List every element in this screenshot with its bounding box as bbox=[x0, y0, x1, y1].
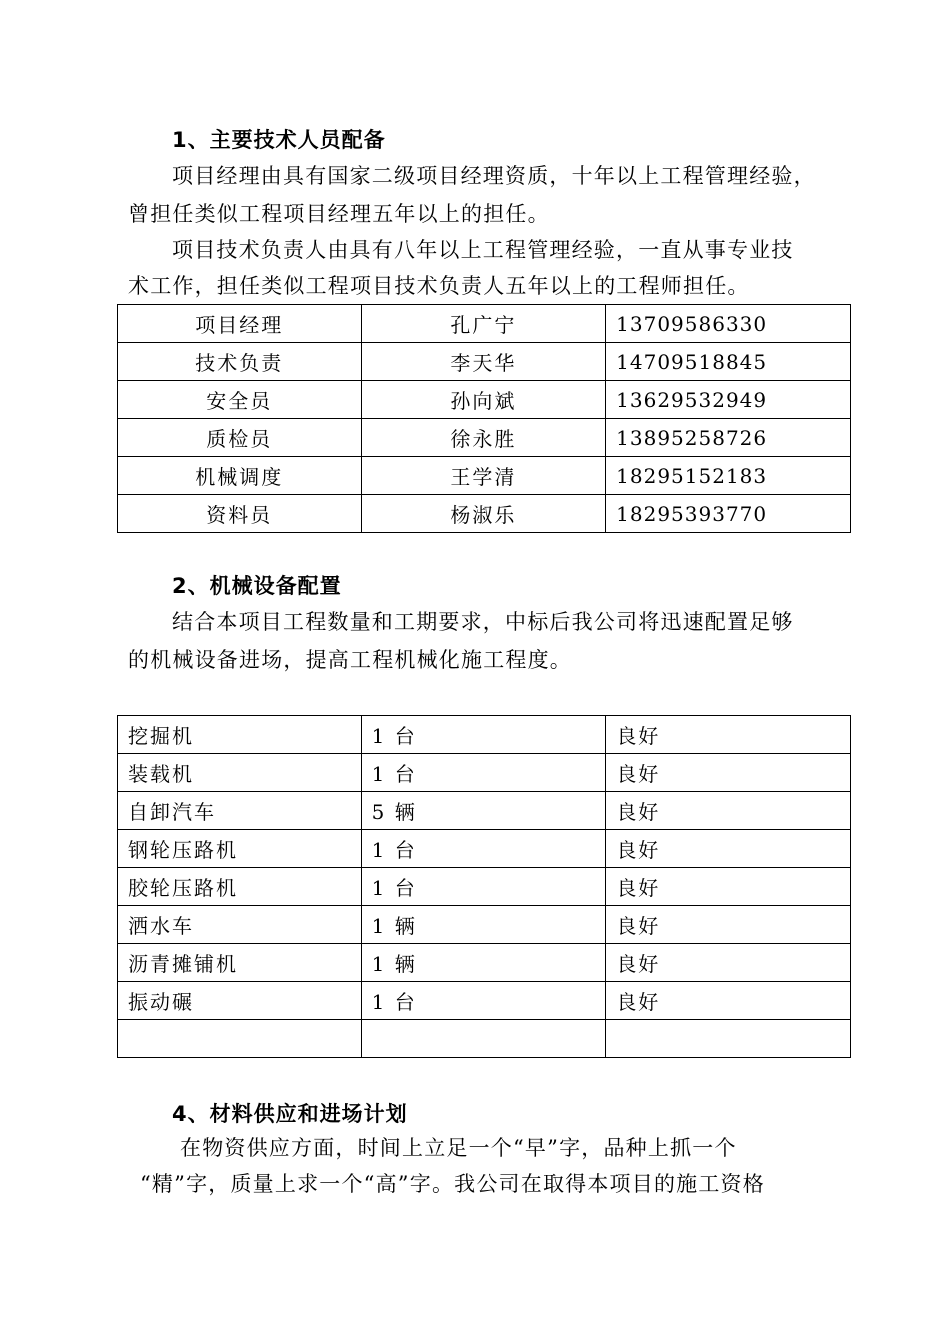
equipment-row-cell: 钢轮压路机 bbox=[118, 830, 362, 868]
equipment-table bbox=[117, 715, 851, 1058]
section4-para-line1: 在物资供应方面，时间上立足一个“早”字，品种上抓一个 bbox=[180, 1136, 737, 1160]
equipment-row-cell: 沥青摊铺机 bbox=[118, 944, 362, 982]
equipment-row bbox=[118, 830, 851, 868]
equipment-row-cell: 良好 bbox=[606, 906, 851, 944]
equipment-row bbox=[118, 716, 851, 754]
equipment-row-cell: 良好 bbox=[606, 944, 851, 982]
staff-row-cell: 李天华 bbox=[361, 343, 606, 381]
equipment-row-cell bbox=[606, 1020, 851, 1058]
staff-row bbox=[118, 457, 851, 495]
equipment-row-cell: 良好 bbox=[606, 754, 851, 792]
staff-row-cell: 资料员 bbox=[118, 495, 362, 533]
staff-row bbox=[118, 381, 851, 419]
equipment-row-cell bbox=[118, 1020, 362, 1058]
equipment-row-cell: 自卸汽车 bbox=[118, 792, 362, 830]
section2-para-line2: 的机械设备进场，提高工程机械化施工程度。 bbox=[128, 648, 572, 672]
equipment-row-cell: 1 台 bbox=[361, 868, 606, 906]
equipment-row-cell: 1 台 bbox=[361, 830, 606, 868]
staff-row-cell: 13709586330 bbox=[606, 305, 851, 343]
staff-row-cell: 安全员 bbox=[118, 381, 362, 419]
section1-heading: 1、主要技术人员配备 bbox=[172, 128, 386, 152]
equipment-row-cell bbox=[361, 1020, 606, 1058]
section2-para-line1: 结合本项目工程数量和工期要求，中标后我公司将迅速配置足够 bbox=[172, 610, 794, 634]
equipment-row-cell: 装载机 bbox=[118, 754, 362, 792]
section1-para1-line2: 曾担任类似工程项目经理五年以上的担任。 bbox=[128, 202, 550, 226]
staff-row bbox=[118, 343, 851, 381]
staff-row-cell: 王学清 bbox=[361, 457, 606, 495]
equipment-row-cell: 振动碾 bbox=[118, 982, 362, 1020]
section4-para-line2: “精”字，质量上求一个“高”字。我公司在取得本项目的施工资格 bbox=[140, 1172, 765, 1196]
equipment-row-cell: 良好 bbox=[606, 830, 851, 868]
staff-row-cell: 机械调度 bbox=[118, 457, 362, 495]
section4-heading: 4、材料供应和进场计划 bbox=[172, 1102, 408, 1126]
staff-row-cell: 18295393770 bbox=[606, 495, 851, 533]
equipment-row-cell: 洒水车 bbox=[118, 906, 362, 944]
staff-row-cell: 18295152183 bbox=[606, 457, 851, 495]
equipment-row-cell: 良好 bbox=[606, 868, 851, 906]
section1-para2-line1: 项目技术负责人由具有八年以上工程管理经验，一直从事专业技 bbox=[172, 238, 794, 262]
equipment-row bbox=[118, 982, 851, 1020]
equipment-row-cell: 5 辆 bbox=[361, 792, 606, 830]
equipment-row-cell: 1 辆 bbox=[361, 944, 606, 982]
section2-heading: 2、机械设备配置 bbox=[172, 574, 342, 598]
staff-row-cell: 项目经理 bbox=[118, 305, 362, 343]
staff-row-cell: 13895258726 bbox=[606, 419, 851, 457]
staff-row-cell: 杨淑乐 bbox=[361, 495, 606, 533]
staff-row bbox=[118, 495, 851, 533]
equipment-row bbox=[118, 944, 851, 982]
staff-row-cell: 技术负责 bbox=[118, 343, 362, 381]
section1-para1-line1: 项目经理由具有国家二级项目经理资质，十年以上工程管理经验， bbox=[172, 164, 816, 188]
equipment-row-cell: 1 台 bbox=[361, 982, 606, 1020]
staff-row-cell: 孙向斌 bbox=[361, 381, 606, 419]
staff-row-cell: 孔广宁 bbox=[361, 305, 606, 343]
equipment-row bbox=[118, 754, 851, 792]
staff-row-cell: 13629532949 bbox=[606, 381, 851, 419]
equipment-row-cell: 1 台 bbox=[361, 716, 606, 754]
staff-row bbox=[118, 305, 851, 343]
staff-row-cell: 徐永胜 bbox=[361, 419, 606, 457]
equipment-row-cell: 良好 bbox=[606, 792, 851, 830]
equipment-row-cell: 挖掘机 bbox=[118, 716, 362, 754]
equipment-row bbox=[118, 792, 851, 830]
equipment-row bbox=[118, 906, 851, 944]
staff-row bbox=[118, 419, 851, 457]
equipment-row bbox=[118, 868, 851, 906]
section1-para2-line2: 术工作，担任类似工程项目技术负责人五年以上的工程师担任。 bbox=[128, 274, 750, 298]
staff-table bbox=[117, 304, 851, 533]
equipment-row-cell: 1 台 bbox=[361, 754, 606, 792]
equipment-row-cell: 胶轮压路机 bbox=[118, 868, 362, 906]
equipment-row bbox=[118, 1020, 851, 1058]
equipment-row-cell: 良好 bbox=[606, 716, 851, 754]
equipment-row-cell: 1 辆 bbox=[361, 906, 606, 944]
staff-row-cell: 14709518845 bbox=[606, 343, 851, 381]
staff-row-cell: 质检员 bbox=[118, 419, 362, 457]
equipment-row-cell: 良好 bbox=[606, 982, 851, 1020]
